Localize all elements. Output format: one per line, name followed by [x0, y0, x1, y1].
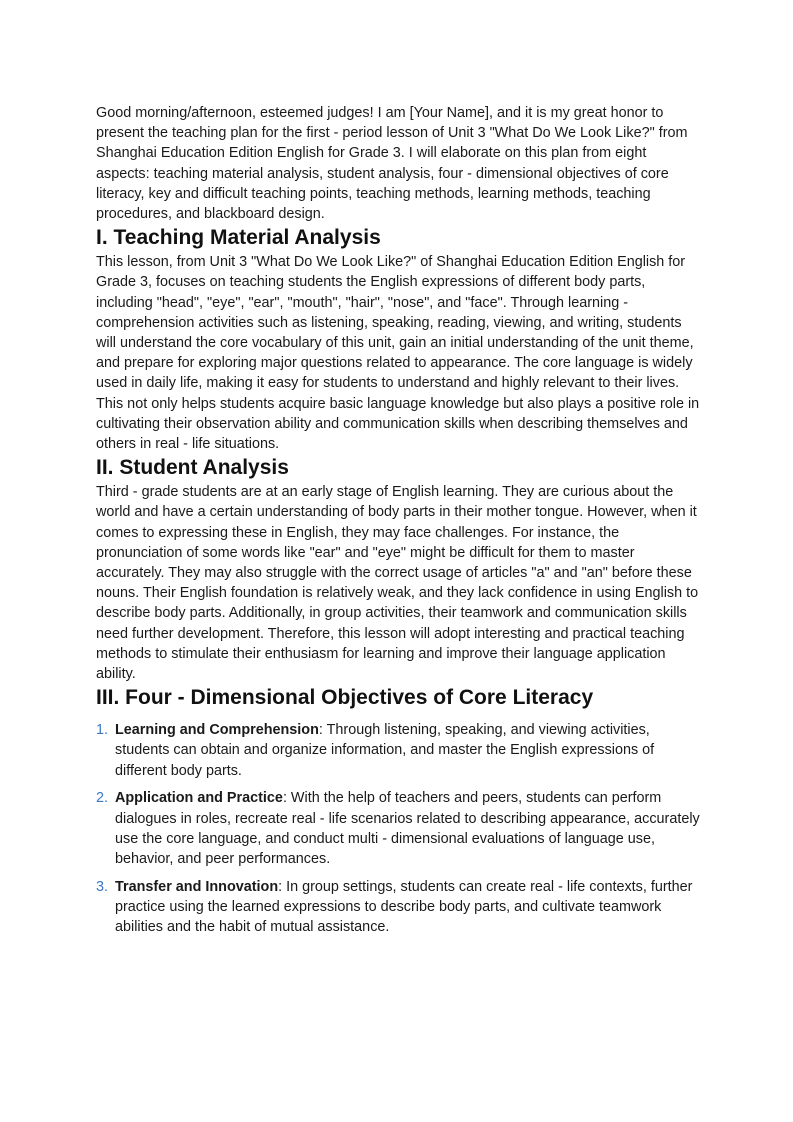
- document-page: [96, 103, 702, 945]
- teaching-material-paragraph: This lesson, from Unit 3 "What Do We Look Like?" of Shanghai Education Edition English for Grade 3, focuses on teaching students the English expressions of different body parts, including "head", "eye", "ear", "mouth", "hair", "nose", and "face". Through learning - comprehension activities such as listening, speaking, reading, viewing, and writing, students will understand the core vocabulary of this unit, gain an initial understanding of the unit theme, and prepare for exploring major questions related to appearance. The core language is widely used in daily life, making it easy for students to understand and highly relevant to their lives. This not only helps students acquire basic language knowledge but also plays a positive role in cultivating their observation ability and communication skills when describing themselves and others in real - life situations.: [96, 254, 700, 453]
- list-item: [96, 720, 702, 781]
- intro-paragraph: Good morning/afternoon, esteemed judges! I am [Your Name], and it is my great honor to present the teaching plan for the first - period lesson of Unit 3 "What Do We Look Like?" from Shanghai Education Edition English for Grade 3. I will elaborate on this plan from eight aspects: teaching material analysis, student analysis, four - dimensional objectives of core literacy, key and difficult teaching points, teaching methods, learning methods, teaching procedures, and blackboard design.: [96, 105, 688, 223]
- list-number: 1.: [96, 722, 109, 739]
- objective-text: : With the help of teachers and peers, students can perform dialogues in roles, recreate real - life scenarios related to describing appearance, accurately use the core language, and conduct multi - dimensional evaluations of language use, behavior, and peer performances.: [115, 790, 700, 867]
- objective-term: Transfer and Innovation: [115, 878, 279, 895]
- list-item: [96, 788, 702, 869]
- objective-text: : In group settings, students can create real - life contexts, further practice using the learned expressions to describe body parts, and cultivate teamwork abilities and the habit of mutual assistance.: [115, 878, 693, 936]
- objectives-list: [96, 720, 702, 937]
- section-heading-teaching-material: I. Teaching Material Analysis: [96, 226, 381, 250]
- student-analysis-paragraph: Third - grade students are at an early stage of English learning. They are curious about the world and have a certain understanding of body parts in their mother tongue. However, when it comes to expressing these in English, they may face challenges. For instance, the pronunciation of some words like "ear" and "eye" might be difficult for them to master accurately. They may also struggle with the correct usage of articles "a" and "an" before these nouns. Their English foundation is relatively weak, and they lack confidence in using English to describe body parts. Additionally, in group activities, their teamwork and communication skills need further development. Therefore, this lesson will adopt interesting and practical teaching methods to stimulate their enthusiasm for learning and improve their language application ability.: [96, 484, 699, 683]
- list-item: [96, 877, 702, 938]
- objective-text: : Through listening, speaking, and viewing activities, students can obtain and organize information, and master the English expressions of different body parts.: [115, 722, 655, 779]
- section-heading-student-analysis: II. Student Analysis: [96, 456, 289, 480]
- objective-term: Learning and Comprehension: [115, 722, 319, 739]
- list-number: 3.: [96, 878, 109, 895]
- objective-term: Application and Practice: [115, 790, 283, 807]
- list-number: 2.: [96, 790, 109, 807]
- section-heading-objectives: III. Four - Dimensional Objectives of Core Literacy: [96, 686, 594, 710]
